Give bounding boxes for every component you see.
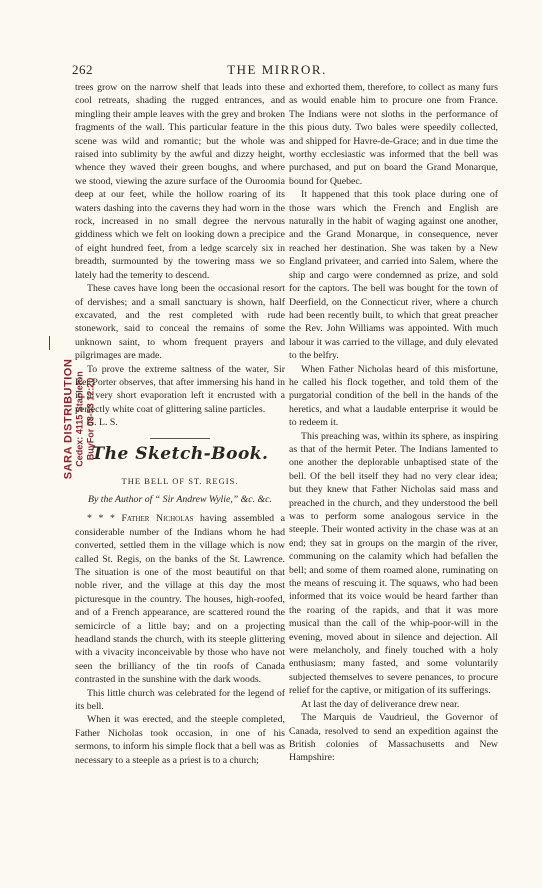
paragraph: This little church was celebrated for the legend of its bell. <box>75 687 285 713</box>
paragraph: The Marquis de Vaudrieul, the Governor of Canada, resolved to send an expedition against the British colonies of Massachusetts and New Hampshire: <box>289 712 498 764</box>
paragraph: To prove the extreme saltness of the water, Sir Ker Porter observes, that after immersing his hand in it, a very short evaporation left it encrusted with a perfectly white coat of glittering saline particles. <box>75 363 285 415</box>
paragraph-body: having assembled a considerable number of the Indians whom he had converted, settled them in the village which is now called St. Regis, on the banks of the St. Lawrence. The situation is one of the most beautiful on that noble river, and the village at this day the most picturesque in the country. The houses, high-roofed, and of a French appearance, are scattered round the semicircle of a little bay; and on a projecting headland stands the church, with its steeple glittering with a vivacity inconceivable by those who have not seen the brilliancy of the tin roofs of Canada contrasted in the sunshine with the dark woods. <box>75 513 286 686</box>
paragraph: This preaching was, within its sphere, as inspiring as that of the hermit Peter. The Indians lamented to one another the deplorable unbaptised state of the bell. Of the bell itself they had no very clear idea; but they knew that Father Nicholas said mass and preached in the church, and they understood the bell was to perform some analogous service in the steeple. Their wonted activity in the chase was at an end; they sat in groups on the margin of the river, communing on the calamity which had befallen the bell; and some of them roamed alone, ruminating on the means of rescuing it. The squaws, who had been informed that its voice would be heard farther than the roaring of the rapids, and that it was more musical than the call of the whip-poor-will in the evening, moved about in silence and dejection. All were melancholy, and finely touched with a holy enthusiasm; many fasted, and some voluntarily subjected themselves to severe penances, to procure relief for the captive, or mitigation of its sufferings. <box>289 430 498 697</box>
margin-mark <box>49 336 50 350</box>
page-number: 262 <box>72 62 93 77</box>
paragraph: When Father Nicholas heard of this misfortune, he called his flock together, and told them of the purgatorial condition of the bell in the hands of the heretics, and what a laudable enterprise it would be to redeem it. <box>289 363 498 429</box>
page-header <box>72 62 482 80</box>
right-column <box>289 81 498 765</box>
paragraph: These caves have long been the occasional resort of dervishes; and a small sanctuary is shown, half excavated, and the rest completed with rude stonework, said to conceal the remains of some unknown saint, to whom frequent prayers and pilgrimages are made. <box>75 283 285 362</box>
running-title: THE MIRROR. <box>227 62 327 77</box>
paragraph: It happened that this took place during one of those wars which the French and English are naturally in the habit of waging against one another, and the Grand Monarque, in consequence, never reached her destination. She was taken by a New England privateer, and carried into Salem, where the ship and cargo were condemned as prize, and sold for the captors. The bell was bought for the town of Deerfield, on the Connecticut river, where a church had been recently built, to which that great preacher the Rev. John Williams was appointed. With much labour it was carried to the village, and duly elevated to the belfry. <box>289 189 498 362</box>
article-title: THE BELL OF ST. REGIS. <box>121 475 239 486</box>
paragraph: and exhorted them, therefore, to collect as many furs as would enable him to procure one from France. The Indians were not sloths in the performance of this pious duty. Two bales were speedily collected, and shipped for Havre-de-Grace; and in due time the worthy ecclesiastic was informed that the bell was purchased, and put on board the Grand Monarque, bound for Quebec. <box>289 82 498 187</box>
stamp-line-1: SARA DISTRIBUTION <box>62 358 75 480</box>
section-divider <box>150 438 210 439</box>
paragraph <box>75 512 285 686</box>
paragraph: When it was erected, and the steeple completed, Father Nicholas took occasion, in one of his sermons, to inform his simple flock that a bell was as necessary to a steeple as a priest is to a church; <box>75 714 285 766</box>
article-byline: By the Author of “ Sir Andrew Wylie,” &c. &c. <box>88 494 272 506</box>
section-title: The Sketch-Book. <box>91 443 269 464</box>
author-signature: G. L. S. <box>87 417 118 429</box>
stamp-line-2: Cedex: 4115 Stapleton <box>74 371 85 467</box>
paragraph: trees grow on the narrow shelf that leads into these cool retreats, shading the rugged entrances, and mingling their ample leaves with the grey and broken fragments of the wall. This particular feature in the scene was wild and romantic; but the whole was raised into sublimity by the awful and dizzy height, whence they waved their green boughs, and where we stood, viewing the azure surface of the Ouroomia deep at our feet, while the hollow roaring of its waters dashing into the caverns they had worn in the rock, increased in no small degree the nervous giddiness which we felt on looking down a precipice of eight hundred feet, from a ledge scarcely six in breadth, surmounted by the towering mass we so lately had the temerity to descend. <box>75 82 285 281</box>
paragraph: At last the day of deliverance drew near. <box>301 698 460 710</box>
stamp-line-3: BuyFor 08-53 12:20 <box>85 377 96 461</box>
paragraph-lead: * * * Father Nicholas <box>87 513 194 525</box>
left-column <box>75 81 285 767</box>
